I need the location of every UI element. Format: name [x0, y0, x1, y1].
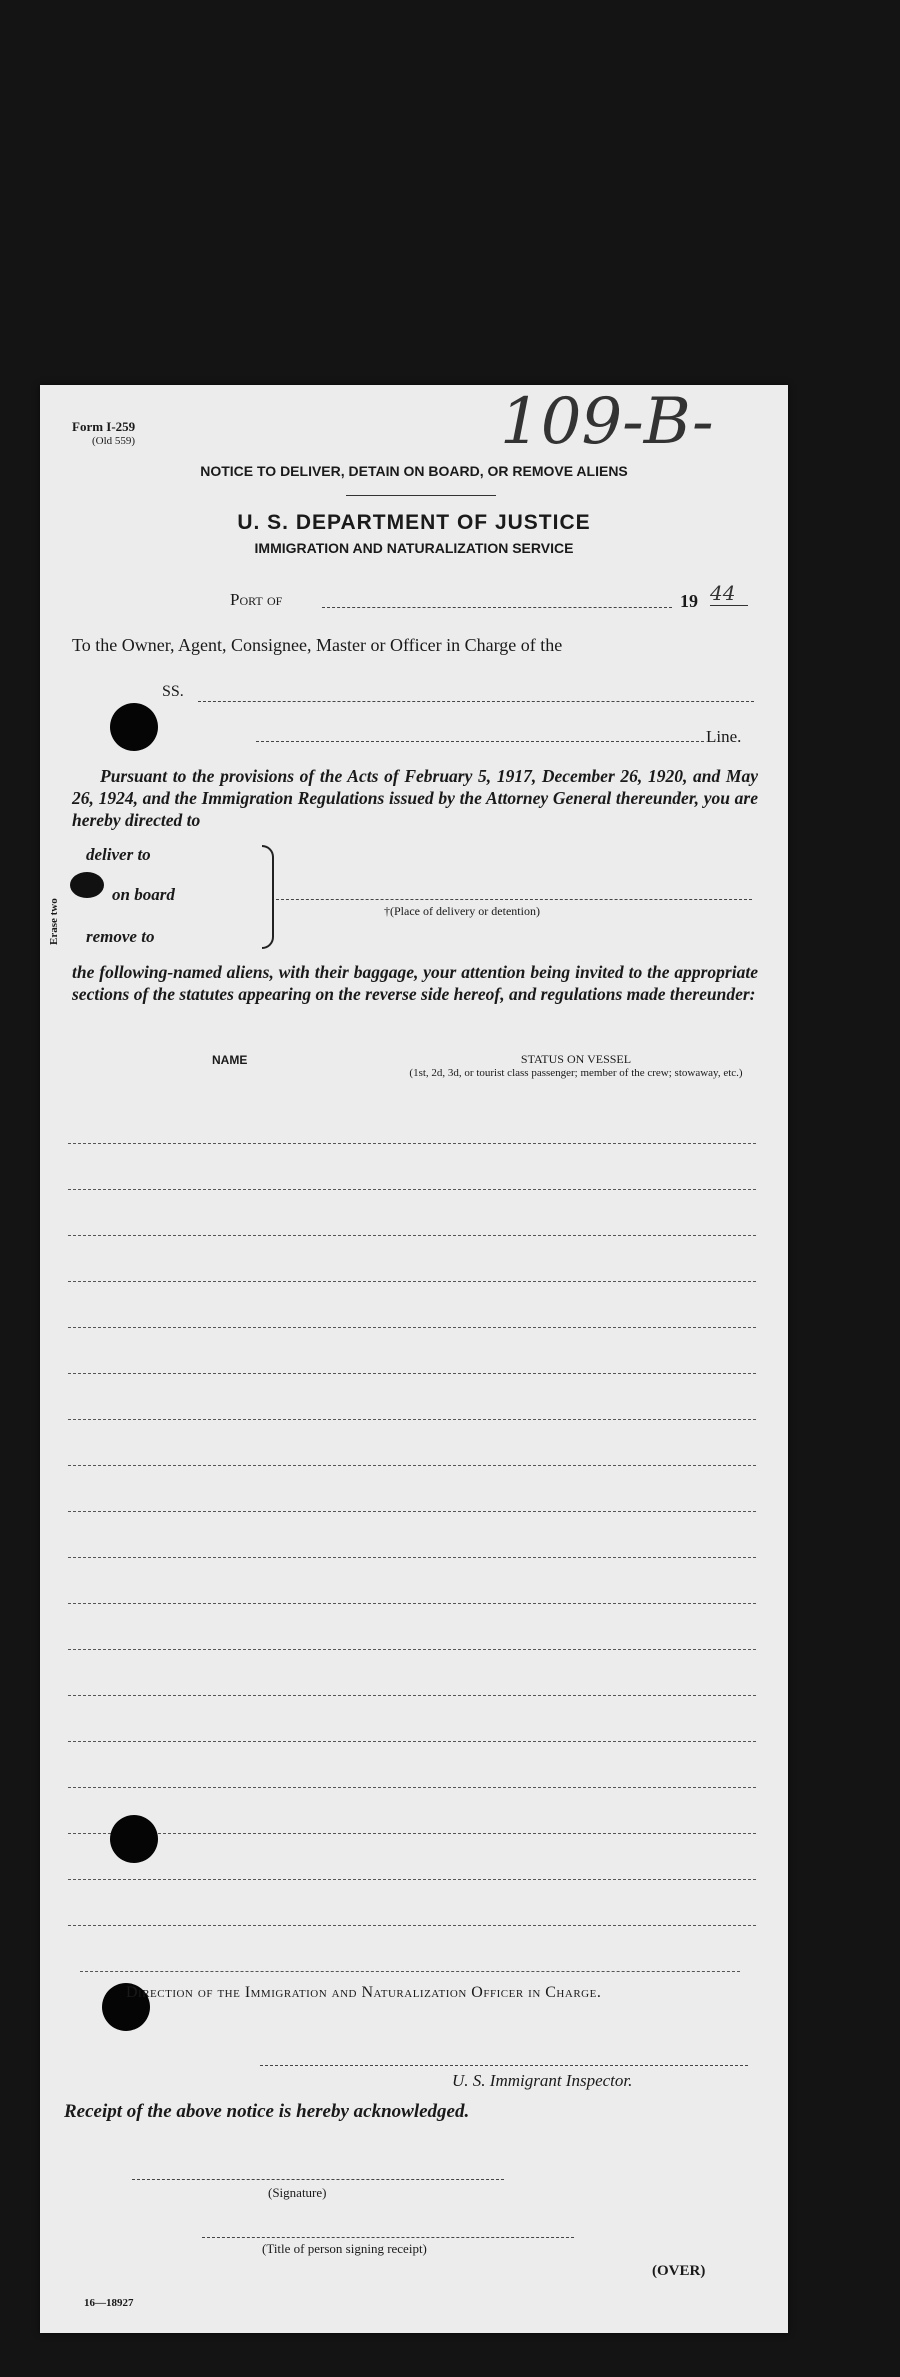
notice-title: NOTICE TO DELIVER, DETAIN ON BOARD, OR REMOVE ALIENS [200, 463, 628, 479]
option-brace [262, 845, 274, 949]
line-field[interactable] [256, 741, 704, 742]
entry-line[interactable] [68, 1603, 756, 1604]
ink-blot [70, 872, 104, 898]
place-caption: †(Place of delivery or detention) [384, 904, 540, 918]
line-label: Line. [706, 727, 742, 746]
ss-label: SS. [162, 683, 184, 700]
old-form-number: (Old 559) [92, 435, 136, 447]
print-code: 16—18927 [84, 2297, 134, 2309]
entry-line[interactable] [68, 1879, 756, 1880]
place-field[interactable] [276, 899, 752, 900]
entry-line[interactable] [68, 1465, 756, 1466]
deliver-to-option: deliver to [86, 845, 151, 864]
port-field[interactable] [322, 607, 672, 608]
title-caption: (Title of person signing receipt) [262, 2241, 427, 2256]
remove-to-option: remove to [86, 927, 155, 946]
ss-field[interactable] [198, 701, 754, 702]
form-page [40, 385, 788, 2333]
name-column-header: NAME [212, 1053, 248, 1067]
status-column-header: STATUS ON VESSEL [520, 1052, 632, 1066]
inspector-caption: U. S. Immigrant Inspector. [452, 2071, 633, 2090]
addressee-line: To the Owner, Agent, Consignee, Master or Officer in Charge of the [72, 635, 563, 655]
entry-line[interactable] [68, 1787, 756, 1788]
direction-text: Direction of the Immigration and Naturalization Officer in Charge. [126, 1984, 602, 2001]
status-column-note: (1st, 2d, 3d, or tourist class passenger; member of the crew; stowaway, etc.) [409, 1067, 743, 1079]
pursuant-paragraph: Pursuant to the provisions of the Acts of February 5, 1917, December 26, 1920, and May 26, 1924, and the Immigration Regulations issued by the Attorney General thereunder, you are hereby directed to [72, 766, 758, 830]
following-paragraph: the following-named aliens, with their baggage, your attention being invited to the appropriate sections of the statutes appearing on the reverse side hereof, and regulations made thereunder: [72, 962, 758, 1004]
over-note: (OVER) [652, 2263, 706, 2279]
entry-line[interactable] [68, 1557, 756, 1558]
entry-line[interactable] [68, 1925, 756, 1926]
port-label: Port of [230, 590, 283, 609]
entry-line[interactable] [68, 1649, 756, 1650]
signature-field[interactable] [132, 2179, 504, 2180]
punch-hole [110, 1815, 158, 1863]
title-field[interactable] [202, 2237, 574, 2238]
department-title: U. S. DEPARTMENT OF JUSTICE [237, 511, 591, 534]
direction-rule [80, 1971, 740, 1972]
entry-line[interactable] [68, 1143, 756, 1144]
punch-hole [110, 703, 158, 751]
form-number: Form I-259 [72, 419, 136, 434]
entry-line[interactable] [68, 1281, 756, 1282]
erase-two-note: Erase two [48, 898, 60, 945]
entry-line[interactable] [68, 1695, 756, 1696]
handwritten-file-id: 109-B- [500, 385, 714, 459]
detain-on-board-option: on board [112, 885, 175, 904]
entry-line[interactable] [68, 1741, 756, 1742]
receipt-text: Receipt of the above notice is hereby acknowledged. [64, 2101, 470, 2122]
title-rule [346, 495, 496, 496]
service-title: IMMIGRATION AND NATURALIZATION SERVICE [254, 540, 574, 556]
entry-line[interactable] [68, 1373, 756, 1374]
year-label: 19 [680, 591, 698, 611]
year-value: 44 [710, 581, 748, 606]
entry-line[interactable] [68, 1833, 756, 1834]
entry-line[interactable] [68, 1511, 756, 1512]
signature-caption: (Signature) [268, 2185, 327, 2200]
entry-line[interactable] [68, 1189, 756, 1190]
inspector-signature-field[interactable] [260, 2065, 748, 2066]
entry-line[interactable] [68, 1419, 756, 1420]
entry-line[interactable] [68, 1235, 756, 1236]
entry-line[interactable] [68, 1327, 756, 1328]
